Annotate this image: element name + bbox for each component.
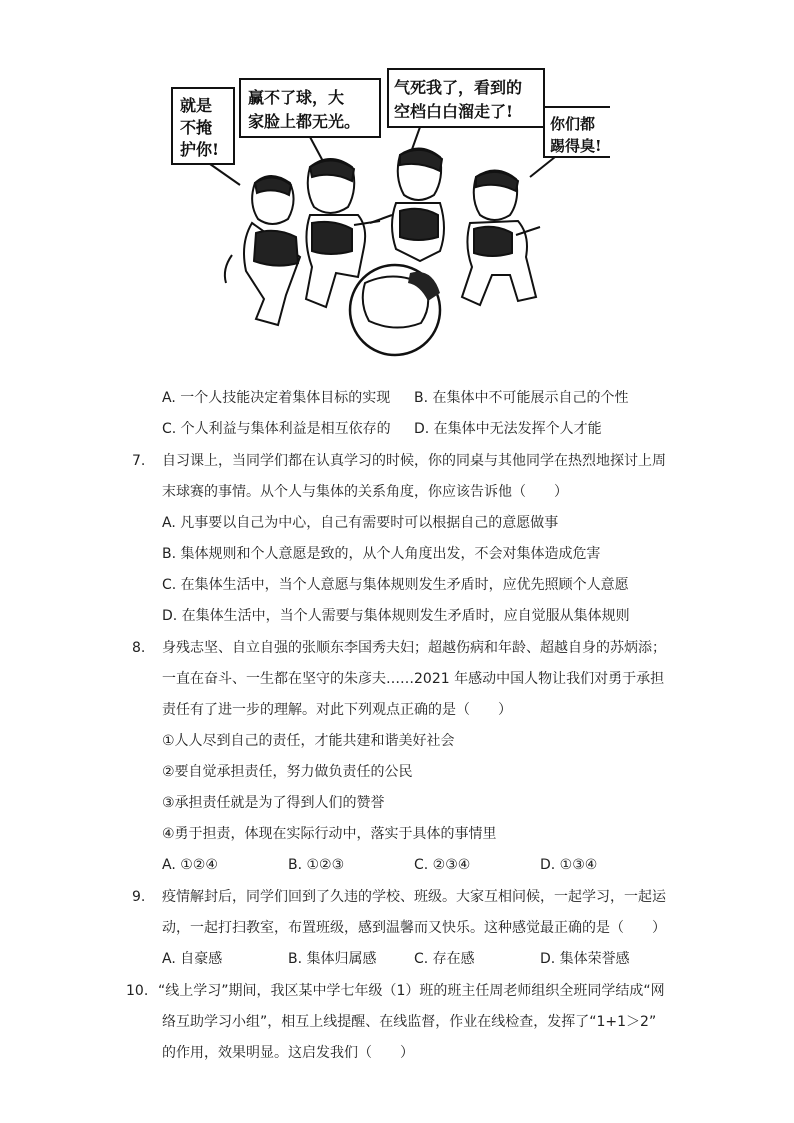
q8-stem-line-1: 身残志坚、自立自强的张顺东李国秀夫妇；超越伤病和年龄、超越自身的苏炳添； <box>162 640 666 656</box>
bubble-1-line-1: 就是 <box>180 96 213 115</box>
bubble-4-line-1: 你们都 <box>550 115 596 133</box>
q9-option-a[interactable]: A. 自豪感 <box>162 951 223 967</box>
q8-stem-line-3: 责任有了进一步的理解。对此下列观点正确的是（ ） <box>162 702 512 718</box>
q7-option-d[interactable]: D. 在集体生活中，当个人需要与集体规则发生矛盾时，应自觉服从集体规则 <box>162 608 630 624</box>
q8-statement-4: ④勇于担责，体现在实际行动中，落实于具体的事情里 <box>162 826 497 842</box>
q6-option-c[interactable]: C. 个人利益与集体利益是相互依存的 <box>162 421 391 437</box>
q10-stem-line-1: “线上学习”期间，我区某中学七年级（1）班的班主任周老师组织全班同学结成“网 <box>158 983 665 999</box>
q9-stem-line-2: 动，一起打扫教室，布置班级，感到温馨而又快乐。这种感觉最正确的是（ ） <box>162 920 666 936</box>
q7-option-a[interactable]: A. 凡事要以自己为中心，自己有需要时可以根据自己的意愿做事 <box>162 515 559 531</box>
q8-option-c[interactable]: C. ②③④ <box>414 857 471 873</box>
q9-option-b[interactable]: B. 集体归属感 <box>288 951 377 967</box>
bubble-3-line-1: 气死我了，看到的 <box>394 78 523 97</box>
q7-option-c[interactable]: C. 在集体生活中，当个人意愿与集体规则发生矛盾时，应优先照顾个人意愿 <box>162 577 629 593</box>
q9-stem-line-1: 疫情解封后，同学们回到了久违的学校、班级。大家互相问候，一起学习，一起运 <box>162 889 666 905</box>
q6-option-b[interactable]: B. 在集体中不可能展示自己的个性 <box>414 390 629 406</box>
q10-number: 10. <box>126 983 149 999</box>
bubble-4-line-2: 踢得臭! <box>550 137 602 155</box>
speech-bubble-1 <box>172 88 240 185</box>
q8-statement-3: ③承担责任就是为了得到人们的赞誉 <box>162 795 385 811</box>
q7-option-b[interactable]: B. 集体规则和个人意愿是致的，从个人角度出发，不会对集体造成危害 <box>162 546 601 562</box>
q8-option-d[interactable]: D. ①③④ <box>540 857 598 873</box>
q6-option-d[interactable]: D. 在集体中无法发挥个人才能 <box>414 421 602 437</box>
q8-stem-line-2: 一直在奋斗、一生都在坚守的朱彦夫……2021 年感动中国人物让我们对勇于承担 <box>162 671 665 687</box>
q8-statement-2: ②要自觉承担责任，努力做负责任的公民 <box>162 764 413 780</box>
bubble-3-line-2: 空档白白溜走了! <box>394 102 514 121</box>
q10-stem-line-2: 络互助学习小组”，相互上线提醒、在线监督，作业在线检查，发挥了“1+1＞2” <box>162 1014 657 1030</box>
q8-option-a[interactable]: A. ①②④ <box>162 857 218 873</box>
q7-stem-line-1: 自习课上，当同学们都在认真学习的时候，你的同桌与其他同学在热烈地探讨上周 <box>162 453 666 469</box>
q10-stem-line-3: 的作用，效果明显。这启发我们（ ） <box>162 1045 414 1061</box>
q9-number: 9. <box>132 889 146 905</box>
q7-stem-line-2: 末球赛的事情。从个人与集体的关系角度，你应该告诉他（ ） <box>162 484 568 500</box>
bubble-2-line-1: 赢不了球，大 <box>248 88 345 107</box>
speech-bubble-3 <box>388 69 544 155</box>
q9-option-d[interactable]: D. 集体荣誉感 <box>540 951 630 967</box>
q8-statement-1: ①人人尽到自己的责任，才能共建和谐美好社会 <box>162 733 455 749</box>
q8-option-b[interactable]: B. ①②③ <box>288 857 345 873</box>
q7-number: 7. <box>132 453 146 469</box>
bubble-1-line-3: 护你! <box>180 140 220 159</box>
q9-option-c[interactable]: C. 存在感 <box>414 951 475 967</box>
q6-option-a[interactable]: A. 一个人技能决定着集体目标的实现 <box>162 390 391 406</box>
cartoon-illustration <box>160 55 610 365</box>
cartoon-svg <box>160 55 610 365</box>
speech-bubble-2 <box>240 79 380 165</box>
bubble-1-line-2: 不掩 <box>180 118 213 137</box>
football-icon <box>350 265 440 355</box>
bubble-2-line-2: 家脸上都无光。 <box>248 112 361 131</box>
q8-number: 8. <box>132 640 146 656</box>
